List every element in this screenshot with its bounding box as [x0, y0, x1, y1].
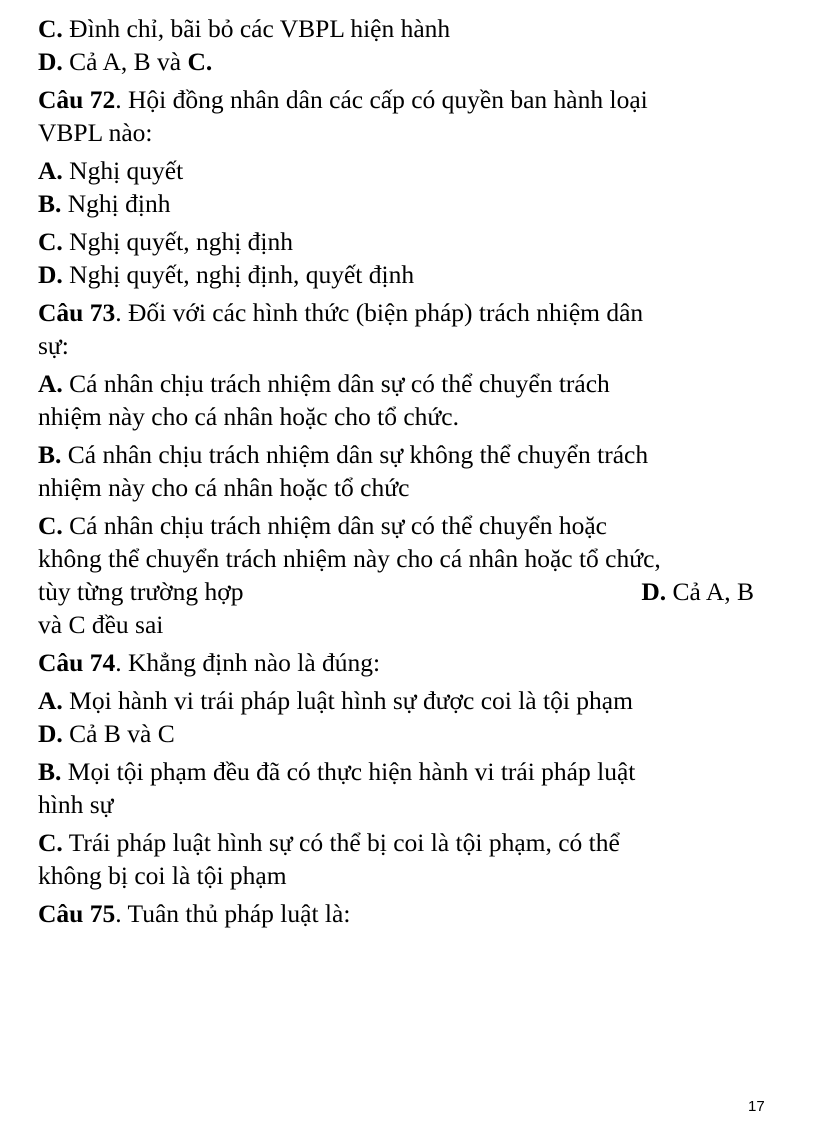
option-label: A.	[38, 156, 63, 185]
option-label: B.	[38, 440, 62, 469]
q72-option-c	[38, 225, 783, 258]
q74-option-b	[38, 755, 783, 821]
option-label: C.	[38, 511, 63, 540]
question-text: . Hội đồng nhân dân các cấp có quyền ban hành loại	[115, 85, 648, 114]
option-label: C.	[38, 14, 63, 43]
question-label: Câu 75	[38, 899, 116, 928]
q74-option-c	[38, 826, 783, 892]
option-text-continued: hình sự	[38, 790, 114, 819]
question-73	[38, 296, 783, 641]
option-text: Nghị định	[61, 189, 171, 218]
option-text: Mọi tội phạm đều đã có thực hiện hành vi trái pháp luật	[61, 757, 636, 786]
option-label: D.	[641, 577, 667, 606]
option-text: Mọi hành vi trái pháp luật hình sự được coi là tội phạm	[62, 686, 633, 715]
option-line	[38, 755, 783, 788]
question-label: Câu 73	[38, 298, 116, 327]
option-text: Trái pháp luật hình sự có thể bị coi là tội phạm, có thể	[62, 828, 620, 857]
document-page	[38, 12, 783, 930]
question-74-stem	[38, 646, 783, 679]
option-text-continued: nhiệm này cho cá nhân hoặc tổ chức	[38, 473, 410, 502]
option-text-continued: tùy từng trường hợp	[38, 577, 244, 606]
question-72	[38, 83, 783, 291]
question-73-stem-line2: sự:	[38, 331, 69, 360]
option-text: Nghị quyết	[62, 156, 184, 185]
question-label: Câu 72	[38, 85, 116, 114]
q73-option-c-d-shared-line	[38, 575, 754, 608]
option-line	[38, 509, 783, 542]
previous-option-d	[38, 45, 783, 78]
option-label: C.	[38, 227, 63, 256]
option-label: D.	[38, 260, 63, 289]
q74-option-d	[38, 717, 783, 750]
option-label: C.	[38, 828, 63, 857]
q73-option-c	[38, 509, 783, 641]
option-text: Cả A, B và	[62, 47, 188, 76]
option-line	[38, 826, 783, 859]
question-74	[38, 646, 783, 892]
option-text: Cả A, B	[666, 577, 754, 606]
option-text: Cá nhân chịu trách nhiệm dân sự có thể chuyển trách	[62, 369, 610, 398]
question-label: Câu 74	[38, 648, 116, 677]
q73-option-a	[38, 367, 783, 433]
question-75	[38, 897, 783, 930]
option-text: Cá nhân chịu trách nhiệm dân sự có thể chuyển hoặc	[62, 511, 607, 540]
question-72-stem-line2: VBPL nào:	[38, 118, 153, 147]
option-text-continued: nhiệm này cho cá nhân hoặc cho tổ chức.	[38, 402, 459, 431]
q72-option-d	[38, 258, 783, 291]
question-text: . Tuân thủ pháp luật là:	[115, 899, 351, 928]
option-label: D.	[38, 47, 63, 76]
option-line	[38, 438, 783, 471]
option-label: A.	[38, 369, 63, 398]
option-text-continued: không bị coi là tội phạm	[38, 861, 287, 890]
option-text: Đình chỉ, bãi bỏ các VBPL hiện hành	[62, 14, 451, 43]
option-label: D.	[38, 719, 63, 748]
q73-option-d	[641, 575, 754, 608]
option-text-continued: không thể chuyển trách nhiệm này cho cá nhân hoặc tổ chức,	[38, 544, 661, 573]
option-text: Cả B và C	[62, 719, 175, 748]
option-text: Cá nhân chịu trách nhiệm dân sự không thể chuyển trách	[61, 440, 649, 469]
q74-option-a	[38, 684, 783, 717]
page-number: 17	[748, 1098, 765, 1115]
option-text: Nghị quyết, nghị định, quyết định	[62, 260, 415, 289]
question-75-stem	[38, 897, 783, 930]
option-text-bold: C.	[187, 47, 213, 76]
question-text: . Đối với các hình thức (biện pháp) trách nhiệm dân	[115, 298, 644, 327]
option-label: B.	[38, 757, 62, 786]
q72-option-b	[38, 187, 783, 220]
option-label: A.	[38, 686, 63, 715]
option-text: Nghị quyết, nghị định	[62, 227, 293, 256]
previous-option-c	[38, 12, 783, 45]
option-line	[38, 367, 783, 400]
question-73-stem-line1	[38, 296, 783, 329]
question-72-stem-line1	[38, 83, 783, 116]
question-text: . Khẳng định nào là đúng:	[115, 648, 381, 677]
option-text-continued: và C đều sai	[38, 610, 164, 639]
option-label: B.	[38, 189, 62, 218]
q73-option-b	[38, 438, 783, 504]
q72-option-a	[38, 154, 783, 187]
